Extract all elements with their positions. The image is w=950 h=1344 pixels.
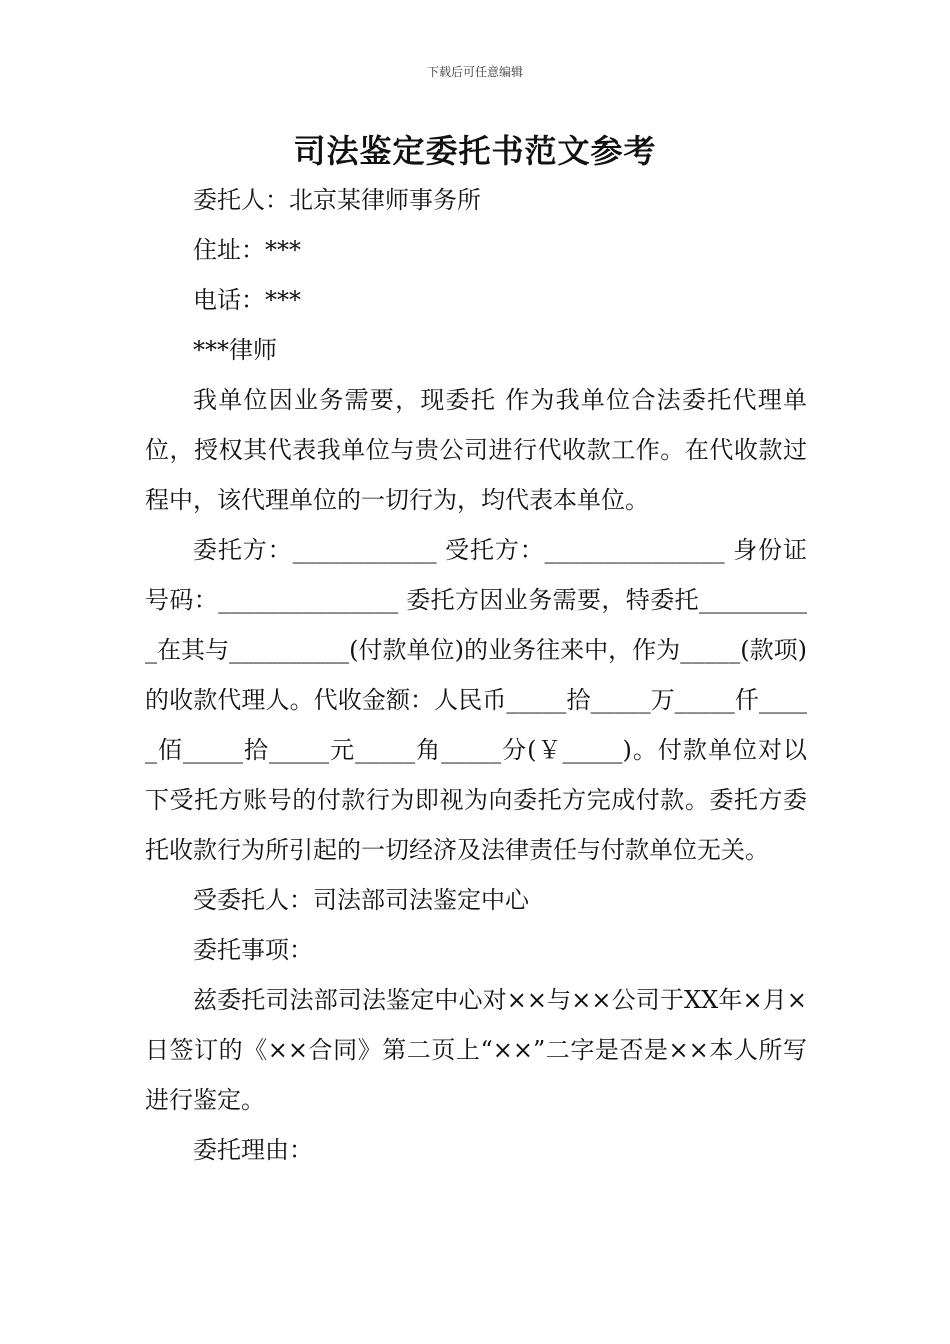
phone-line: 电话：*** <box>193 286 301 314</box>
reason-heading: 委托理由： <box>193 1136 313 1164</box>
collection-paragraph: 委托方：____________ 受托方：_______________ 身份证号码：_______________ 委托方因业务需要，特委托__________在其与__________(付款单位)的业务往来中，作为_____(款项)的收款代理人。代收金额：人民币_____拾_____万_____仟_____佰_____拾_____元_____角_____分(￥_____)。付款单位对以下受托方账号的付款行为即视为向委托方完成付款。委托方委托收款行为所引起的一切经济及法律责任与付款单位无关。 <box>145 536 807 864</box>
lawyer-line: ***律师 <box>193 336 277 364</box>
document-body <box>145 175 807 1175</box>
client-line: 委托人：北京某律师事务所 <box>193 186 481 214</box>
document-title: 司法鉴定委托书范文参考 <box>293 132 657 170</box>
authorization-paragraph: 我单位因业务需要，现委托 作为我单位合法委托代理单位，授权其代表我单位与贵公司进行代收款工作。在代收款过程中，该代理单位的一切行为，均代表本单位。 <box>145 386 807 514</box>
matters-heading: 委托事项： <box>193 936 313 964</box>
header-note: 下载后可任意编辑 <box>426 65 523 79</box>
address-line: 住址：*** <box>193 236 301 264</box>
entrusted-party-line: 受委托人：司法部司法鉴定中心 <box>193 886 529 914</box>
matters-paragraph: 兹委托司法部司法鉴定中心对××与××公司于XX年×月×日签订的《××合同》第二页上“××”二字是否是××本人所写进行鉴定。 <box>145 986 807 1114</box>
